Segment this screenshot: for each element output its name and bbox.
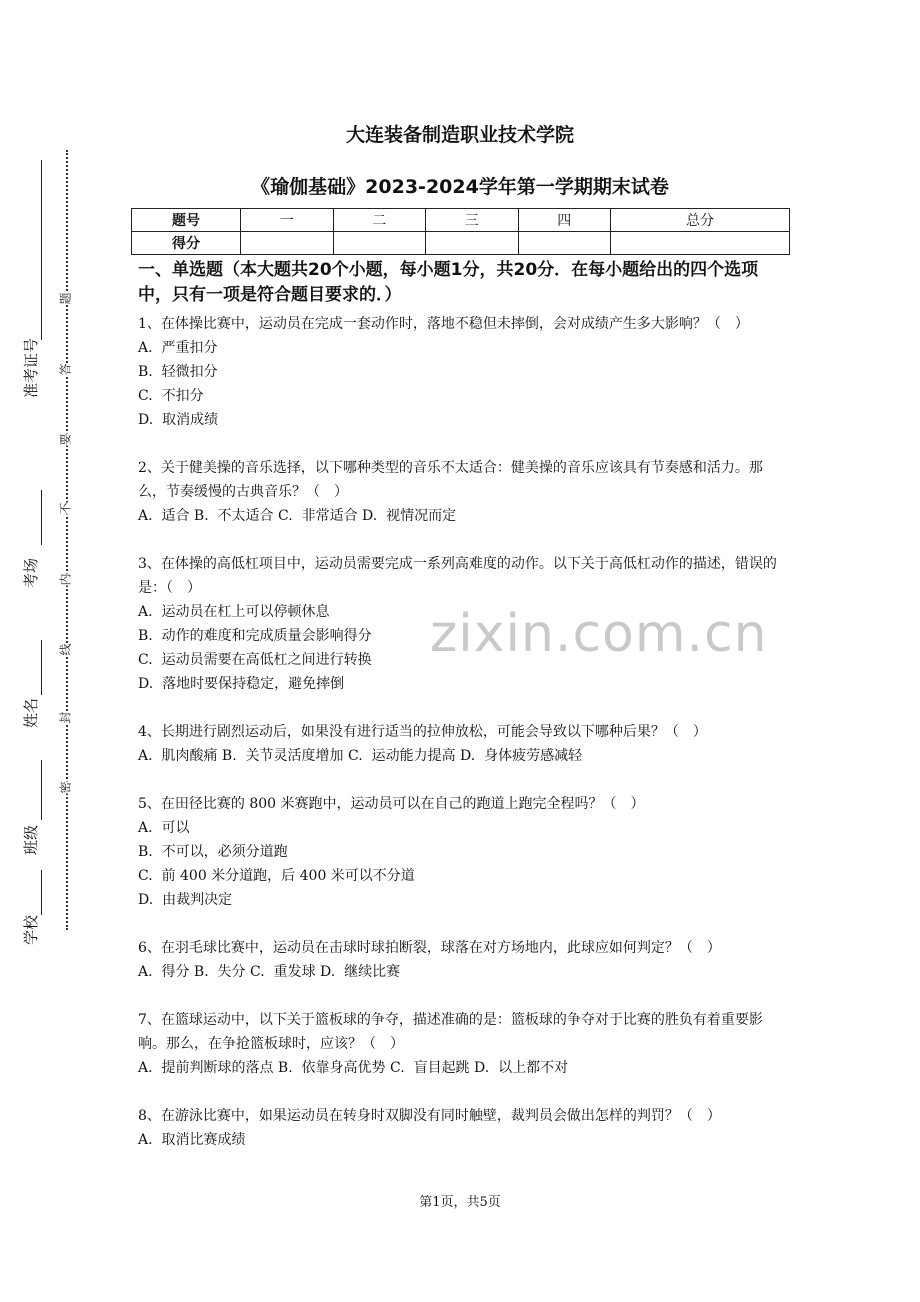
question-option: A. 严重扣分 bbox=[138, 340, 218, 356]
question-option: D. 取消成绩 bbox=[138, 412, 219, 428]
question-option: A. 提前判断球的落点 B. 依靠身高优势 C. 盲目起跳 D. 以上都不对 bbox=[138, 1060, 569, 1076]
question-option: A. 得分 B. 失分 C. 重发球 D. 继续比赛 bbox=[138, 964, 401, 980]
exam-room-field bbox=[14, 480, 44, 630]
seal-char: 答 bbox=[54, 363, 77, 375]
question-stem: 6、在羽毛球比赛中，运动员在击球时球拍断裂，球落在对方场地内，此球应如何判定？（ ） bbox=[138, 940, 721, 956]
score-table-header-row bbox=[132, 209, 790, 232]
name-label: 姓名 bbox=[22, 697, 40, 728]
question-stem: 1、在体操比赛中，运动员在完成一套动作时，落地不稳但未摔倒，会对成绩产生多大影响？（ ） bbox=[138, 316, 749, 332]
page-footer: 第1页，共5页 bbox=[419, 1195, 501, 1210]
question-option: A. 适合 B. 不太适合 C. 非常适合 D. 视情况而定 bbox=[138, 508, 457, 524]
question-option: B. 轻微扣分 bbox=[138, 364, 218, 380]
score-cell bbox=[518, 232, 611, 255]
section-heading: 一、单选题（本大题共20个小题，每小题1分，共20分．在每小题给出的四个选项中，只有一项是符合题目要求的．） bbox=[138, 260, 759, 305]
question-stem: 3、在体操的高低杠项目中，运动员需要完成一系列高难度的动作。以下关于高低杠动作的描述，错误的是：（ ） bbox=[138, 556, 777, 596]
question bbox=[138, 792, 786, 912]
question-stem: 4、长期进行剧烈运动后，如果没有进行适当的拉伸放松，可能会导致以下哪种后果？（ ） bbox=[138, 724, 707, 740]
question-stem: 5、在田径比赛的 800 米赛跑中，运动员可以在自己的跑道上跑完全程吗？（ ） bbox=[138, 796, 645, 812]
question-option: C. 运动员需要在高低杠之间进行转换 bbox=[138, 652, 372, 668]
question-stem: 2、关于健美操的音乐选择，以下哪种类型的音乐不太适合：健美操的音乐应该具有节奏感和活力。那么，节奏缓慢的古典音乐？（ ） bbox=[138, 460, 763, 500]
seal-char: 要 bbox=[54, 433, 77, 445]
class-label: 班级 bbox=[22, 824, 40, 855]
question-option: A. 肌肉酸痛 B. 关节灵活度增加 C. 运动能力提高 D. 身体疲劳感减轻 bbox=[138, 748, 583, 764]
school-title: 大连装备制造职业技术学院 bbox=[345, 124, 574, 146]
question bbox=[138, 1104, 786, 1152]
seal-char: 线 bbox=[54, 643, 77, 655]
score-header-cell: 题号 bbox=[132, 209, 241, 232]
seal-char: 封 bbox=[54, 711, 77, 723]
watermark: zixin.com.cn bbox=[430, 604, 768, 664]
question bbox=[138, 720, 786, 768]
seal-char: 内 bbox=[54, 573, 77, 585]
exam-room-label: 考场 bbox=[22, 557, 40, 588]
question-option: D. 落地时要保持稳定，避免摔倒 bbox=[138, 676, 345, 692]
score-cell bbox=[426, 232, 519, 255]
question bbox=[138, 936, 786, 984]
school-label: 学校 bbox=[22, 914, 40, 945]
exam-number-label: 准考证号 bbox=[22, 337, 40, 398]
seal-char: 密 bbox=[54, 781, 77, 793]
score-cell bbox=[611, 232, 790, 255]
score-header-cell: 总分 bbox=[611, 209, 790, 232]
score-row-label: 得分 bbox=[132, 232, 241, 255]
score-table bbox=[131, 208, 790, 255]
seal-line bbox=[66, 150, 68, 930]
exam-title: 《瑜伽基础》2023-2024学年第一学期期末试卷 bbox=[251, 176, 669, 198]
question-option: A. 可以 bbox=[138, 820, 190, 836]
seal-char: 题 bbox=[54, 292, 77, 304]
score-header-cell: 一 bbox=[241, 209, 334, 232]
question-option: C. 前 400 米分道跑，后 400 米可以不分道 bbox=[138, 868, 415, 884]
question-option: B. 动作的难度和完成质量会影响得分 bbox=[138, 628, 372, 644]
question-stem: 7、在篮球运动中，以下关于篮板球的争夺，描述准确的是：篮板球的争夺对于比赛的胜负有着重要影响。那么，在争抢篮板球时，应该？（ ） bbox=[138, 1012, 763, 1052]
score-table-score-row bbox=[132, 232, 790, 255]
question-option: A. 运动员在杠上可以停顿休息 bbox=[138, 604, 330, 620]
question bbox=[138, 456, 786, 528]
binding-sidebar bbox=[14, 150, 44, 950]
question-stem: 8、在游泳比赛中，如果运动员在转身时双脚没有同时触壁，裁判员会做出怎样的判罚？（ ） bbox=[138, 1108, 721, 1124]
question-option: C. 不扣分 bbox=[138, 388, 204, 404]
question-option: B. 不可以，必须分道跑 bbox=[138, 844, 288, 860]
question bbox=[138, 312, 786, 432]
school-field bbox=[14, 850, 44, 960]
question-option: A. 取消比赛成绩 bbox=[138, 1132, 246, 1148]
question bbox=[138, 1008, 786, 1080]
name-field bbox=[14, 630, 44, 780]
seal-char: 不 bbox=[54, 502, 77, 514]
score-cell bbox=[241, 232, 334, 255]
score-cell bbox=[333, 232, 426, 255]
score-header-cell: 二 bbox=[333, 209, 426, 232]
exam-content bbox=[138, 258, 786, 1176]
question-option: D. 由裁判决定 bbox=[138, 892, 233, 908]
score-header-cell: 三 bbox=[426, 209, 519, 232]
score-header-cell: 四 bbox=[518, 209, 611, 232]
